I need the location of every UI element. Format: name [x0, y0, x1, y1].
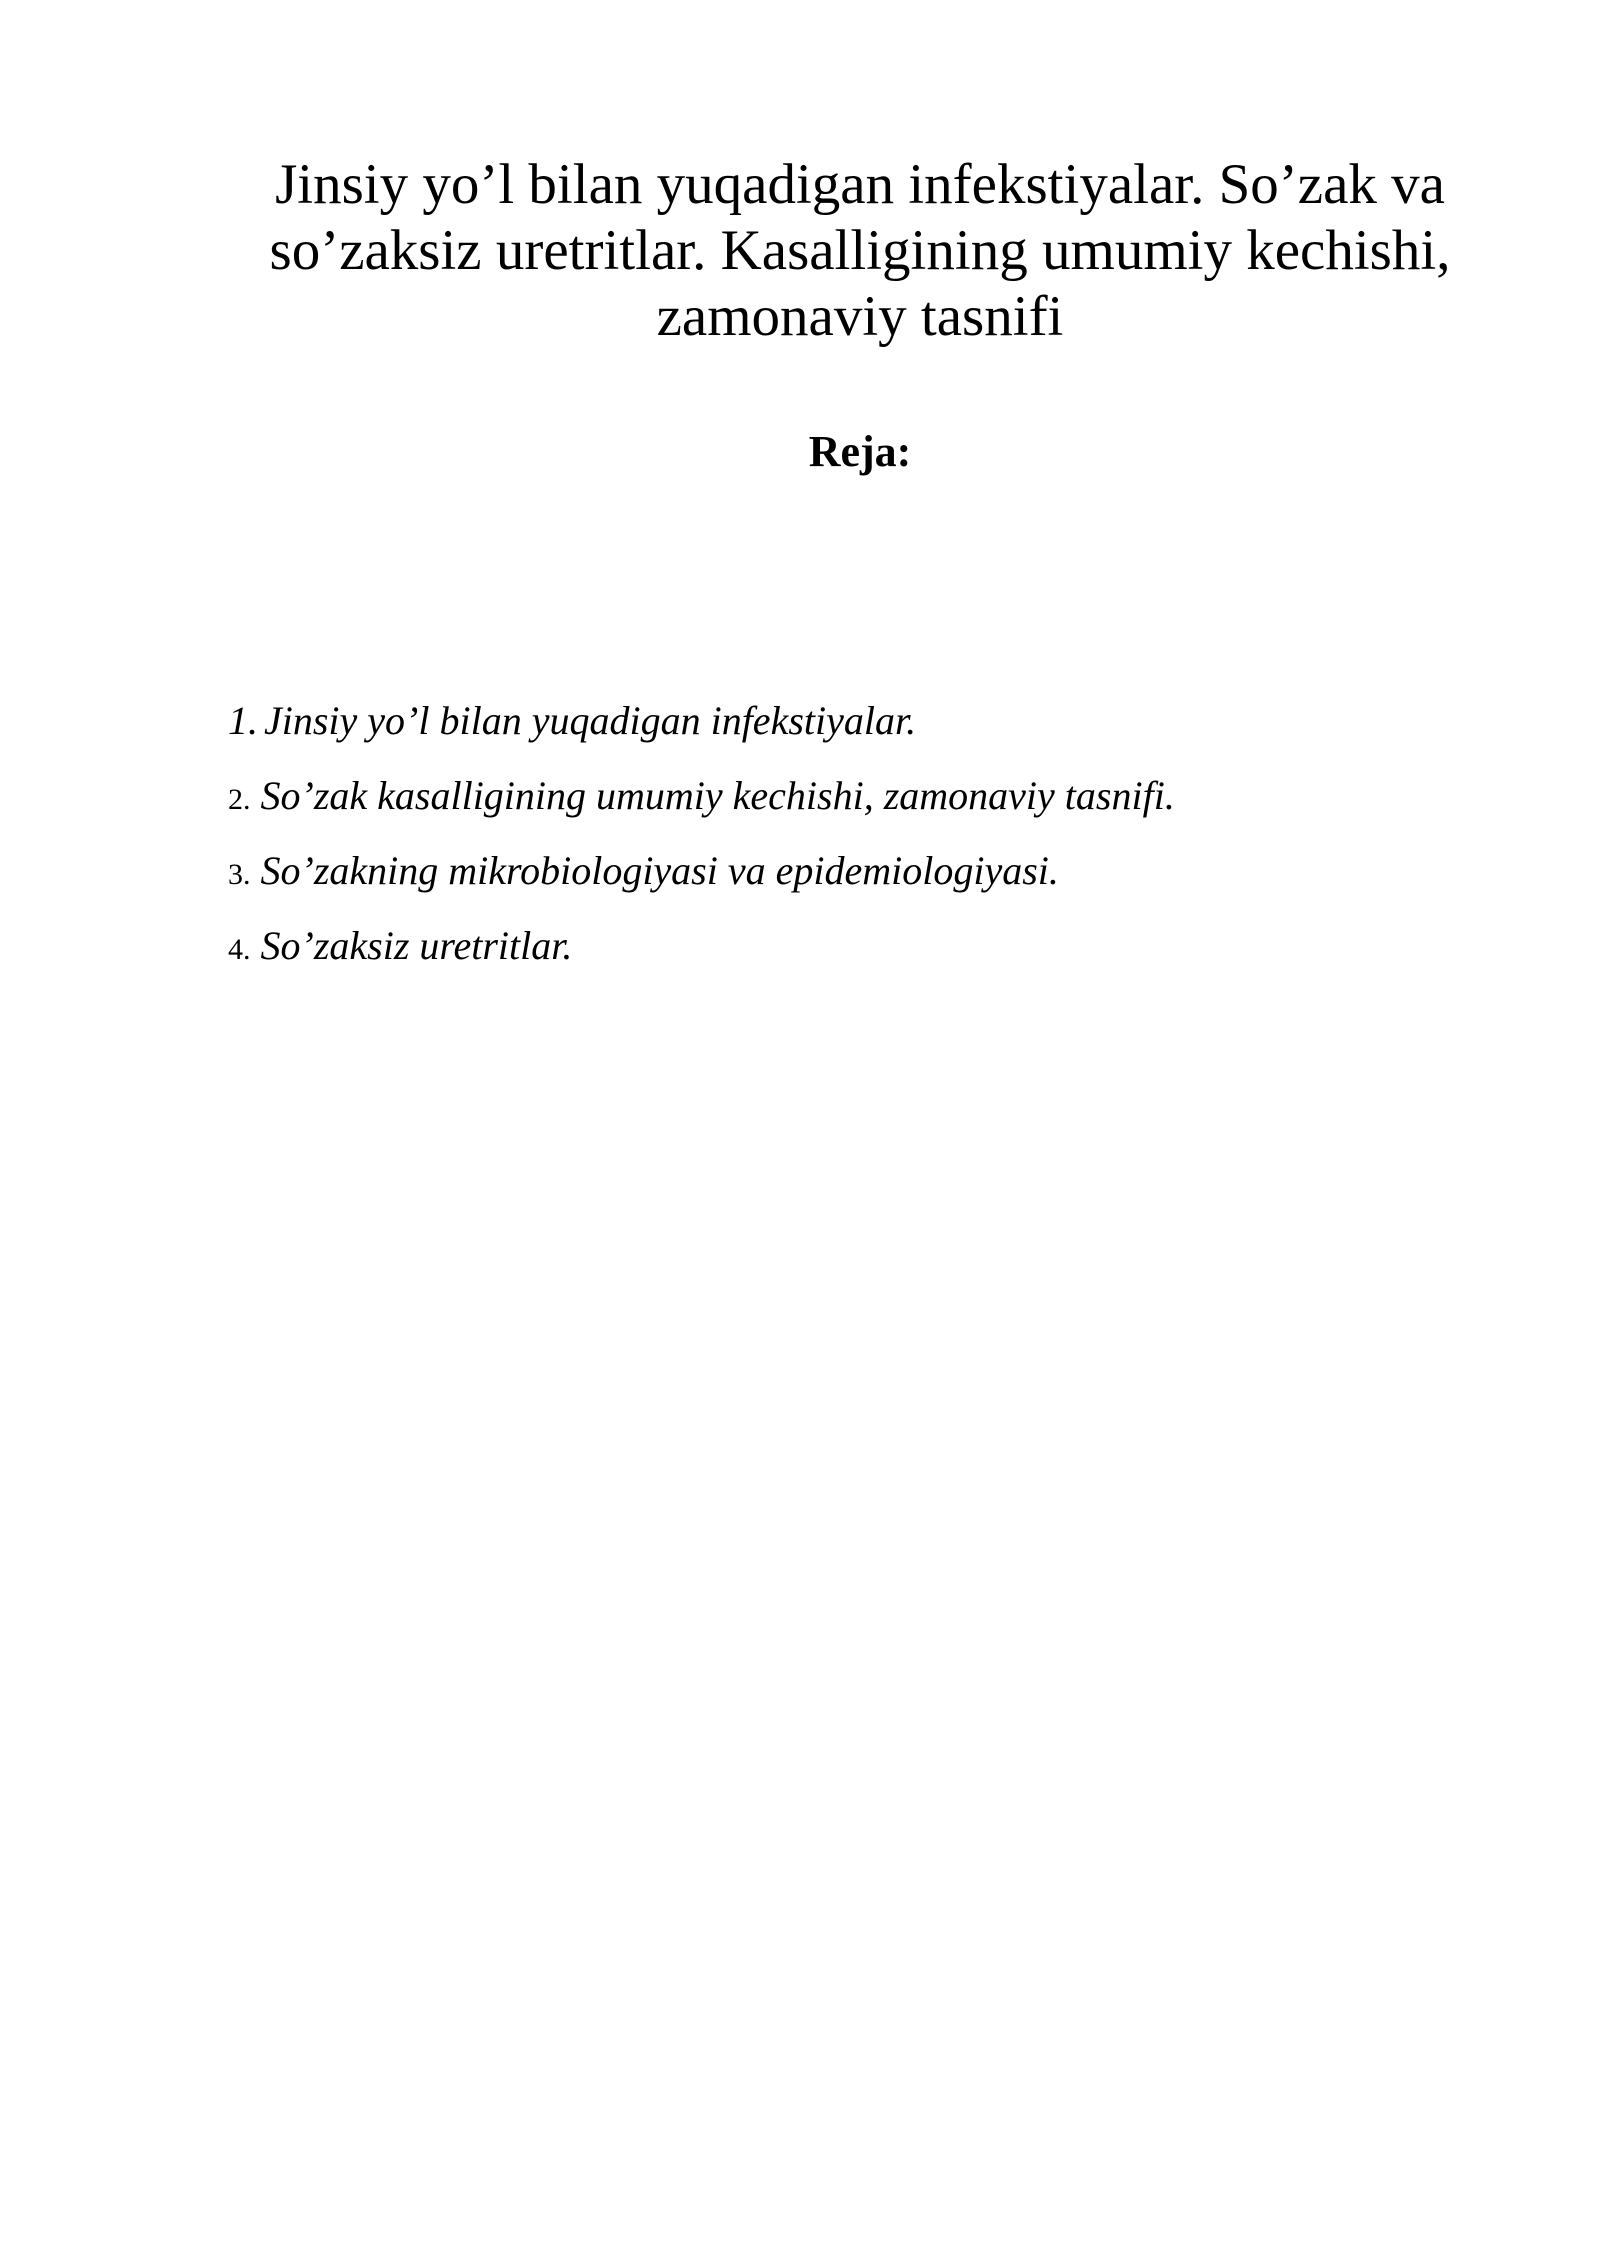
plan-list — [228, 697, 1428, 997]
title-line-3: zamonaviy tasnifi — [656, 285, 1064, 348]
plan-item-4 — [228, 922, 1428, 997]
plan-item-text: So’zak kasalligining umumiy kechishi, zamonaviy tasnifi. — [260, 773, 1175, 818]
plan-item-text: So’zaksiz uretritlar. — [260, 923, 573, 968]
title-line-1: Jinsiy yo’l bilan yuqadigan infekstiyalar. So’zak va — [275, 153, 1445, 216]
title-line-2: so’zaksiz uretritlar. Kasalligining umumiy kechishi, — [269, 219, 1451, 282]
plan-item-number: 2. — [228, 783, 251, 816]
plan-item-number: 4. — [228, 933, 251, 966]
plan-heading: Reja: — [808, 427, 912, 476]
plan-item-1 — [228, 697, 1428, 772]
plan-item-3 — [228, 847, 1428, 922]
plan-item-2 — [228, 772, 1428, 847]
document-title — [200, 152, 1520, 350]
plan-item-text: So’zakning mikrobiologiyasi va epidemiologiyasi. — [260, 848, 1059, 893]
plan-item-number: 3. — [228, 858, 251, 891]
plan-item-number: 1. — [228, 698, 258, 743]
plan-item-text: Jinsiy yo’l bilan yuqadigan infekstiyalar. — [264, 698, 917, 743]
